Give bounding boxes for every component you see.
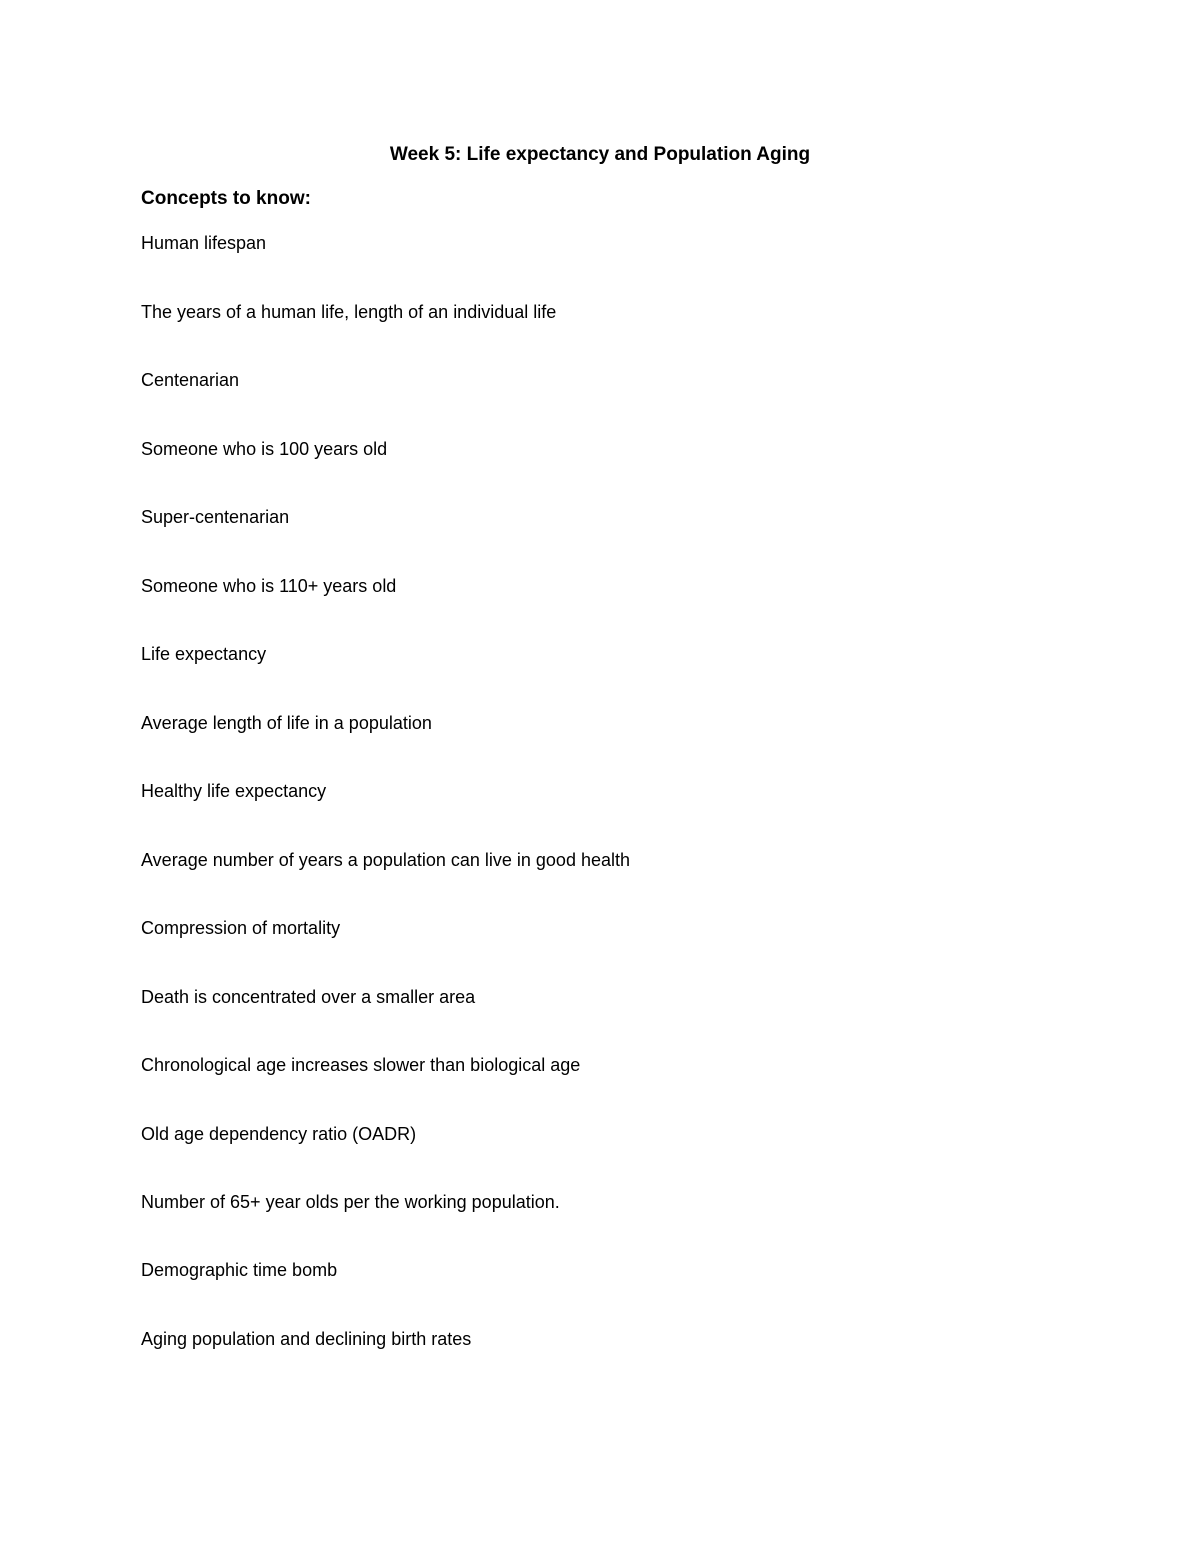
term-super-centenarian: Super-centenarian [141, 507, 290, 527]
definition-super-centenarian: Someone who is 110+ years old [141, 576, 397, 596]
page-title: Week 5: Life expectancy and Population Aging [389, 144, 811, 165]
term-centenarian: Centenarian [141, 370, 240, 390]
definition-demographic-time-bomb: Aging population and declining birth rates [141, 1329, 472, 1349]
term-old-age-dependency-ratio: Old age dependency ratio (OADR) [141, 1124, 417, 1144]
definition-life-expectancy: Average length of life in a population [141, 713, 432, 733]
section-heading: Concepts to know: [141, 188, 311, 209]
definition-compression-of-mortality: Death is concentrated over a smaller area [141, 987, 476, 1007]
term-compression-of-mortality: Compression of mortality [141, 918, 341, 938]
definition-centenarian: Someone who is 100 years old [141, 439, 388, 459]
definition-human-lifespan: The years of a human life, length of an individual life [141, 302, 557, 322]
definition-healthy-life-expectancy: Average number of years a population can live in good health [141, 850, 630, 870]
term-demographic-time-bomb: Demographic time bomb [141, 1260, 338, 1280]
definition-old-age-dependency-ratio: Number of 65+ year olds per the working population. [141, 1192, 560, 1212]
term-healthy-life-expectancy: Healthy life expectancy [141, 781, 327, 801]
term-life-expectancy: Life expectancy [141, 644, 267, 664]
term-human-lifespan: Human lifespan [141, 233, 267, 253]
definition-compression-of-mortality-2: Chronological age increases slower than biological age [141, 1055, 581, 1075]
